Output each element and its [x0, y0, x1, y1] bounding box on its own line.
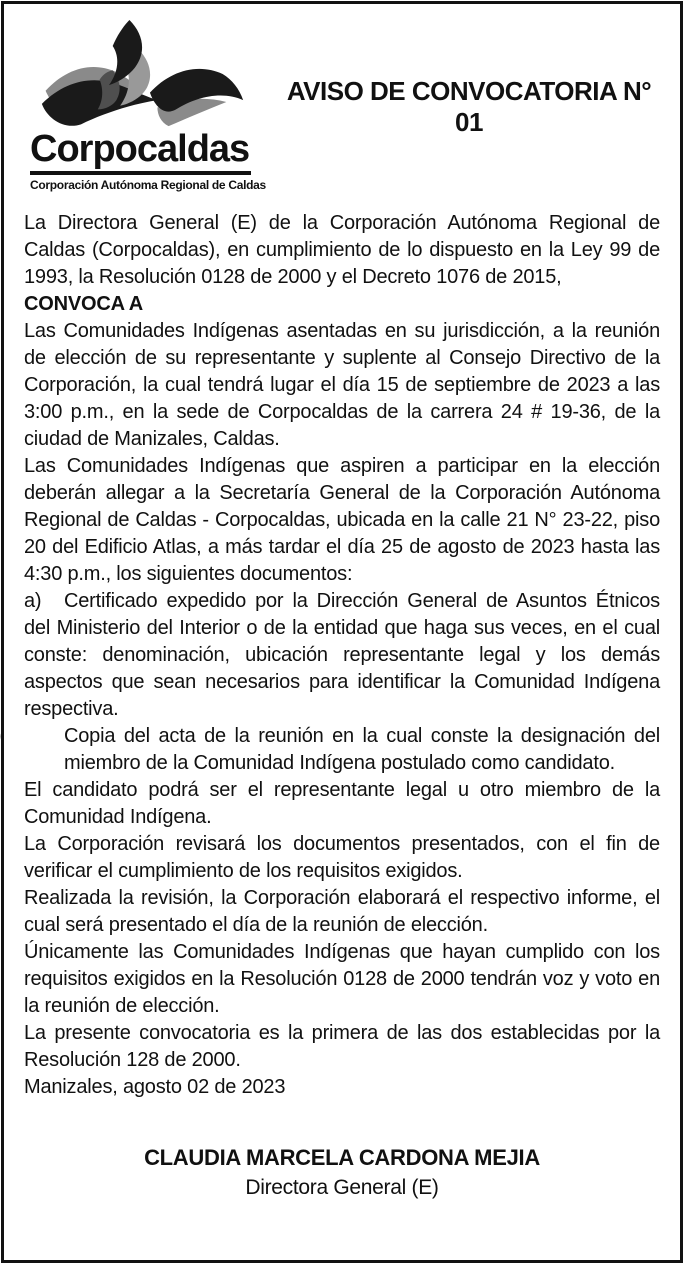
- paragraph-candidate: El candidato podrá ser el representante legal u otro miembro de la Comunidad Indígena.: [24, 779, 660, 828]
- signature-name: CLAUDIA MARCELA CARDONA MEJIA: [144, 1145, 540, 1170]
- list-item-b: [24, 723, 660, 777]
- flame-wave-logo-icon: [40, 18, 245, 130]
- paragraph-meeting: Las Comunidades Indígenas asentadas en su jurisdicción, a la reunión de elección de su representante y suplente al Consejo Directivo de la Corporación, la cual tendrá lugar el día 15 de septiembre de 2023 a las 3:00 p.m., en la sede de Corpocaldas de la carrera 24 # 19-36, de la ciudad de Manizales, Caldas.: [24, 320, 660, 450]
- list-item-b-text: Copia del acta de la reunión en la cual conste la designación del miembro de la Comunidad Indígena postulado como candidato.: [64, 725, 660, 774]
- signature-block: [24, 1143, 660, 1203]
- logo-tagline: Corporación Autónoma Regional de Caldas: [30, 178, 266, 192]
- logo-wordmark: Corpocaldas: [30, 130, 251, 175]
- paragraph-requirements: Las Comunidades Indígenas que aspiren a participar en la elección deberán allegar a la Secretaría General de la Corporación Autónoma Regional de Caldas - Corpocaldas, ubicada en la calle 21 N° 23-22, piso 20 del Edificio Atlas, a más tardar el día 25 de agosto de 2023 hasta las 4:30 p.m., los siguientes documentos:: [24, 455, 660, 585]
- notice-body: [24, 210, 660, 1101]
- list-item-a-text: Certificado expedido por la Dirección General de Asuntos Étnicos del Ministerio del Interior o de la entidad que haga sus veces, en el cual conste: denominación, ubicación representante legal y los demás aspectos que sean necesarios para identificar la Comunidad Indígena respectiva.: [24, 590, 660, 720]
- list-item-b-marker: [24, 723, 64, 750]
- list-item-a: [24, 588, 660, 723]
- heading-convoca: CONVOCA A: [24, 293, 143, 315]
- paragraph-voice-vote: Únicamente las Comunidades Indígenas que hayan cumplido con los requisitos exigidos en la Resolución 0128 de 2000 tendrán voz y voto en la reunión de elección.: [24, 941, 660, 1017]
- corpocaldas-logo: [24, 18, 278, 192]
- dateline: Manizales, agosto 02 de 2023: [24, 1076, 286, 1098]
- paragraph-report: Realizada la revisión, la Corporación elaborará el respectivo informe, el cual será presentado el día de la reunión de elección.: [24, 887, 660, 936]
- header: [24, 18, 660, 192]
- list-item-a-marker: a): [24, 590, 42, 612]
- notice-border-frame: [1, 1, 683, 1263]
- paragraph-intro: La Directora General (E) de la Corporación Autónoma Regional de Caldas (Corpocaldas), en cumplimiento de lo dispuesto en la Ley 99 de 1993, la Resolución 0128 de 2000 y el Decreto 1076 de 2015,: [24, 212, 660, 288]
- paragraph-first-call: La presente convocatoria es la primera de las dos establecidas por la Resolución 128 de 2000.: [24, 1022, 660, 1071]
- signature-role: Directora General (E): [245, 1176, 439, 1199]
- paragraph-review: La Corporación revisará los documentos presentados, con el fin de verificar el cumplimiento de los requisitos exigidos.: [24, 833, 660, 882]
- page-title: AVISO DE CONVOCATORIA N° 01: [286, 76, 652, 137]
